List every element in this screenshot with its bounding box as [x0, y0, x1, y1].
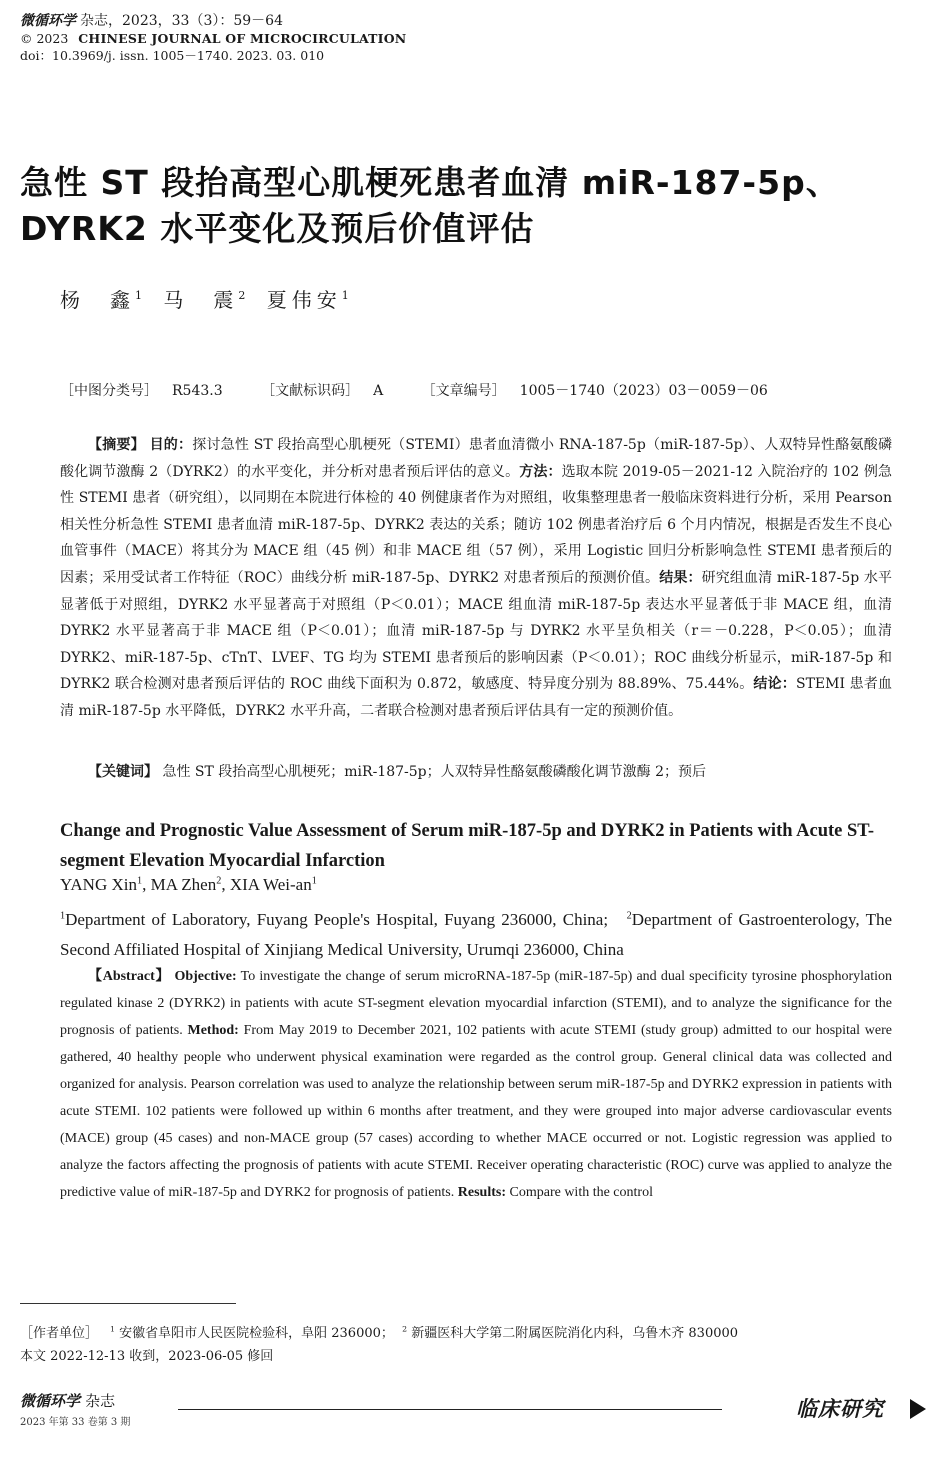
objective-cn: 探讨急性 ST 段抬高型心肌梗死（STEMI）患者血清微小 RNA-187-5p（miR-187-5p）、人双特异性酪氨酸磷酸化调节激酶 2（DYRK2）的水平变化，并分析对患者预后评估的意义。 — [60, 437, 893, 480]
abstract-en — [60, 963, 892, 1206]
conclusion-cn: STEMI 患者血清 miR-187-5p 水平降低，DYRK2 水平升高，二者联合检测对患者预后评估具有一定的预测价值。 — [60, 676, 893, 719]
classification-line — [60, 380, 768, 400]
method-en: From May 2019 to December 2021, 102 patients with acute STEMI (study group) admitted to our hospital were gathered, 40 healthy people who underwent physical examination were regarded as the control group. General clinical data was collected and organized for analysis. Pearson correlation was used to analyze the relationship between serum miR-187-5p and DYRK2 expression in patients with acute STEMI. 102 patients were followed up within 6 months after treatment, and they were grouped into major adverse cardiovascular events (MACE) group (45 cases) and non-MACE group (57 cases) according to whether MACE occurred or not. Logistic regression was applied to analyze the factors affecting the prognosis of patients with acute STEMI. Receiver operating characteristic (ROC) curve was applied to analyze the predictive value of miR-187-5p and DYRK2 for prognosis of patients. — [60, 1023, 893, 1200]
method-cn: 选取本院 2019-05－2021-12 入院治疗的 102 例急性 STEMI 患者（研究组），以同期在本院进行体检的 40 例健康者作为对照组，收集整理患者一般临床资料进行分析，采用 Pearson 相关性分析急性 STEMI 患者血清 miR-187-5p、DYRK2 表达的关系；随访 102 例患者治疗后 6 个月内情况，根据是否发生不良心血管事件（MACE）将其分为 MACE 组（45 例）和非 MACE 组（57 例），采用 Logistic 回归分析影响急性 STEMI 患者预后的因素；采用受试者工作特征（ROC）曲线分析 miR-187-5p、DYRK2 对患者预后的预测价值。 — [60, 463, 893, 586]
abstract-cn — [60, 432, 892, 725]
author-affil-sup: 1 — [311, 875, 317, 887]
author-name: 马 震 — [163, 288, 239, 312]
result-cn: 研究组血清 miR-187-5p 水平显著低于对照组，DYRK2 水平显著高于对照组（P＜0.01）；MACE 组血清 miR-187-5p 表达水平显著低于非 MACE 组，血清 DYRK2 水平显著高于非 MACE 组（P＜0.01）；血清 miR-187-5p 与 DYRK2 水平呈负相关（r＝－0.228，P＜0.05）；血清 DYRK2、miR-187-5p、cTnT、LVEF、TG 均为 STEMI 患者预后的影响因素（P＜0.01）；ROC 曲线分析显示，miR-187-5p 和 DYRK2 联合检测对患者预后评估的 ROC 曲线下面积为 0.872，敏感度、特异度分别为 88.89%、75.44%。 — [60, 569, 893, 693]
author-affil-sup: 1 — [341, 289, 349, 303]
result-label-cn: 结果： — [659, 569, 702, 586]
keywords-cn — [60, 759, 892, 785]
footer-journal-name: 微循环学 — [20, 1392, 81, 1410]
clc-label: ［中图分类号］ — [60, 383, 158, 399]
affiliation-en: Department of Laboratory, Fuyang People's Hospital, Fuyang 236000, China; — [65, 910, 609, 929]
objective-label-en: Objective: — [174, 969, 237, 984]
copyright-line — [20, 31, 406, 48]
keywords-label-cn: 【关键词】 — [88, 764, 158, 780]
journal-name-en: CHINESE JOURNAL OF MICROCIRCULATION — [78, 30, 407, 46]
author-unit-2: 新疆医科大学第二附属医院消化内科，乌鲁木齐 830000 — [411, 1326, 739, 1341]
affil-sup: 1 — [60, 910, 66, 922]
author-name-en: MA Zhen — [150, 875, 217, 894]
author-affil-sup: 1 — [136, 875, 143, 887]
doi[interactable]: doi：10.3969/j. issn. 1005－1740. 2023. 03. 010 — [20, 47, 325, 63]
authors-cn — [60, 284, 359, 313]
journal-citation — [20, 12, 406, 31]
article-number-value: 1005－1740（2023）03－0059－06 — [519, 383, 768, 399]
author-affil-sup: 1 — [135, 289, 142, 303]
affiliations-en — [60, 905, 892, 965]
author-affil-sup: 2 — [238, 289, 246, 303]
article-title-cn: 急性 ST 段抬高型心肌梗死患者血清 miR-187-5p、DYRK2 水平变化及预后价值评估 — [20, 163, 840, 248]
footer-issue: 2023 年第 33 卷第 3 期 — [20, 1417, 131, 1428]
footer-journal-suffix: 杂志 — [85, 1392, 116, 1410]
objective-label-cn: 目的： — [149, 437, 193, 453]
author-name-en: YANG Xin — [60, 875, 137, 894]
doc-code-label: ［文献标识码］ — [261, 383, 360, 399]
footer-journal — [20, 1390, 130, 1411]
objective-en: To investigate the change of serum microRNA-187-5p (miR-187-5p) and dual specificity tyrosine phosphorylation regulated kinase 2 (DYRK2) in patients with acute ST-segment elevation myocardial infarction (STEMI), and to analyze the significance for the prognosis of patients. — [60, 969, 893, 1038]
author-units — [20, 1322, 738, 1345]
right-arrow-icon — [910, 1399, 926, 1419]
method-label-cn: 方法： — [519, 463, 562, 480]
authors-en: YANG Xin$^1$, MA Zhen$^2$, XIA Wei-$an^1$ — [60, 875, 317, 894]
results-en: Compare with the control — [509, 1185, 653, 1200]
footnote — [20, 1322, 738, 1368]
page-footer — [20, 1390, 130, 1428]
affil-sup: 1 — [110, 1324, 115, 1334]
author-affil-sup: 2 — [216, 875, 222, 887]
article-number-label: ［文章编号］ — [421, 383, 506, 399]
copyright: © 2023 — [20, 30, 69, 46]
footer-rule — [178, 1409, 722, 1410]
doc-code-value: A — [373, 383, 384, 399]
clc-value: R543.3 — [172, 383, 223, 399]
journal-citation-text: 杂志，2023，33（3）：59－64 — [80, 13, 283, 29]
author-name: 杨 鑫 — [60, 288, 135, 312]
results-label-en: Results: — [457, 1185, 506, 1200]
received-date: 本文 2022-12-13 收到，2023-06-05 修回 — [20, 1349, 274, 1364]
footnote-divider — [20, 1303, 236, 1304]
affiliation-en: Department of Gastroenterology, The Second Affiliated Hospital of Xinjiang Medical University, Urumqi 236000, China — [60, 910, 892, 959]
affil-sup: 2 — [402, 1324, 408, 1334]
article-title-en: Change and Prognostic Value Assessment of Serum miR-187-5p and DYRK2 in Patients with Acute ST-segment Elevation Myocardial Infarction — [60, 821, 875, 871]
method-label-en: Method: — [187, 1023, 239, 1038]
author-name-en: XIA Wei-an — [229, 875, 312, 894]
author-unit-1: 安徽省阜阳市人民医院检验科，阜阳 236000； — [119, 1326, 394, 1341]
journal-name-cn: 微循环学 — [20, 13, 76, 29]
keywords-text-cn: 急性 ST 段抬高型心肌梗死；miR-187-5p；人双特异性酪氨酸磷酸化调节激酶 2；预后 — [162, 764, 706, 780]
affil-sup: 2 — [626, 910, 632, 922]
section-label: 临床研究 — [796, 1397, 884, 1421]
author-name: 夏伟安 — [266, 288, 342, 312]
abstract-en-label: 【Abstract】 — [88, 969, 171, 984]
conclusion-label-cn: 结论： — [753, 676, 796, 693]
author-units-label: ［作者单位］ — [20, 1326, 99, 1341]
abstract-cn-label: 【摘要】 — [88, 437, 145, 453]
journal-header — [20, 12, 406, 65]
